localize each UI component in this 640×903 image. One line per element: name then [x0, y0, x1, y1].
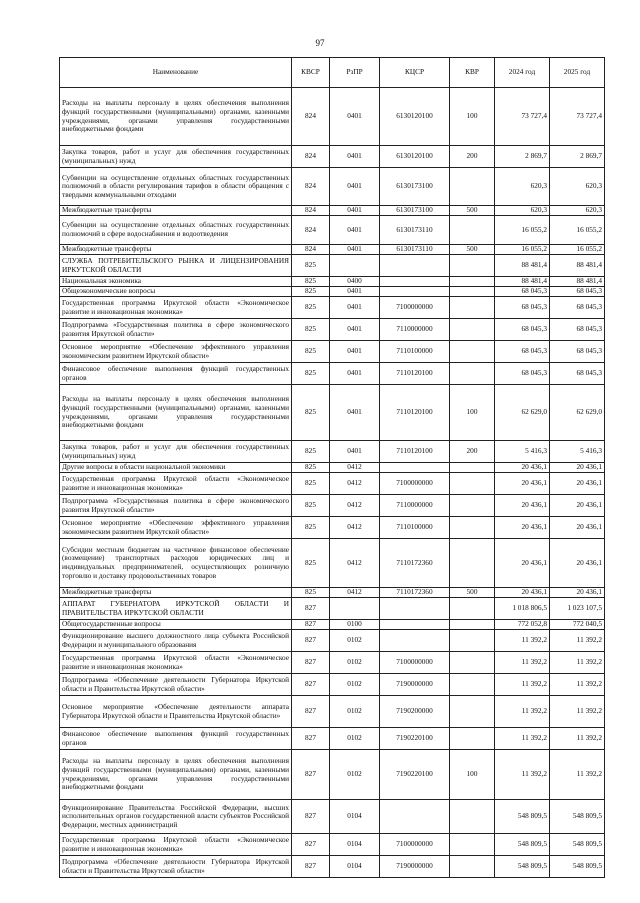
cell-kcsr [380, 287, 450, 297]
table-row [60, 495, 605, 517]
table-row [60, 473, 605, 495]
cell-name: Общегосударственные вопросы [60, 620, 292, 630]
cell-rzpr: 0401 [330, 88, 380, 146]
cell-rzpr: 0401 [330, 441, 380, 463]
table-row [60, 363, 605, 385]
cell-kcsr [380, 463, 450, 473]
cell-y2025: 20 436,1 [550, 495, 605, 517]
cell-rzpr: 0412 [330, 517, 380, 539]
cell-y2024: 16 055,2 [495, 245, 550, 255]
cell-rzpr: 0104 [330, 856, 380, 878]
cell-kvr [450, 463, 495, 473]
table-row [60, 856, 605, 878]
cell-kvsr: 825 [292, 517, 330, 539]
cell-name: Общеэкономические вопросы [60, 287, 292, 297]
cell-y2024: 5 416,3 [495, 441, 550, 463]
cell-y2025: 5 416,3 [550, 441, 605, 463]
cell-y2024: 548 809,5 [495, 856, 550, 878]
cell-rzpr: 0401 [330, 319, 380, 341]
cell-y2024: 20 436,1 [495, 495, 550, 517]
table-row [60, 216, 605, 245]
cell-kvsr: 827 [292, 856, 330, 878]
cell-kvr [450, 856, 495, 878]
cell-name: Другие вопросы в области национальной экономики [60, 463, 292, 473]
cell-y2024: 548 809,5 [495, 800, 550, 834]
cell-y2025: 68 045,3 [550, 319, 605, 341]
cell-kvsr: 827 [292, 652, 330, 674]
cell-kcsr: 7110000000 [380, 319, 450, 341]
cell-y2024: 68 045,3 [495, 341, 550, 363]
cell-kvr: 200 [450, 441, 495, 463]
cell-kcsr [380, 598, 450, 620]
cell-kvsr: 827 [292, 800, 330, 834]
cell-kvr [450, 287, 495, 297]
cell-kcsr: 6130173110 [380, 216, 450, 245]
cell-y2024: 620,3 [495, 206, 550, 216]
cell-rzpr: 0104 [330, 834, 380, 856]
table-row [60, 277, 605, 287]
cell-name: Национальная экономика [60, 277, 292, 287]
cell-y2025: 548 809,5 [550, 856, 605, 878]
cell-y2025: 2 869,7 [550, 146, 605, 168]
cell-name: Основное мероприятие «Обеспечение эффективного управления экономическим развитием Иркутской области» [60, 517, 292, 539]
cell-y2025: 11 392,2 [550, 630, 605, 652]
header-2025: 2025 год [550, 58, 605, 88]
cell-kvr [450, 495, 495, 517]
cell-kcsr: 7110100000 [380, 341, 450, 363]
budget-table [59, 57, 605, 878]
cell-rzpr: 0401 [330, 287, 380, 297]
cell-y2025: 11 392,2 [550, 696, 605, 728]
cell-kcsr: 6130173100 [380, 168, 450, 206]
cell-rzpr: 0401 [330, 297, 380, 319]
table-row [60, 341, 605, 363]
cell-y2025: 68 045,3 [550, 363, 605, 385]
cell-y2024: 11 392,2 [495, 750, 550, 800]
cell-kvsr: 824 [292, 146, 330, 168]
cell-kcsr: 7190000000 [380, 856, 450, 878]
cell-kvsr: 827 [292, 630, 330, 652]
cell-kvsr: 825 [292, 363, 330, 385]
cell-y2025: 11 392,2 [550, 674, 605, 696]
cell-kvsr: 825 [292, 441, 330, 463]
cell-kvr [450, 341, 495, 363]
cell-kvsr: 824 [292, 88, 330, 146]
cell-kvr [450, 168, 495, 206]
cell-name: Межбюджетные трансферты [60, 206, 292, 216]
cell-name: Подпрограмма «Обеспечение деятельности Губернатора Иркутской области и Правительства Иркутской области» [60, 856, 292, 878]
cell-rzpr: 0104 [330, 800, 380, 834]
cell-name: Субсидии местным бюджетам на частичное финансовое обеспечение (возмещение) транспортных расходов юридических лиц и индивидуальных предпринимателей, осуществляющих розничную торговлю и доставку продовольственных товаров [60, 539, 292, 588]
cell-rzpr: 0401 [330, 146, 380, 168]
cell-y2025: 620,3 [550, 168, 605, 206]
cell-kcsr: 7110000000 [380, 495, 450, 517]
cell-kcsr: 7190200000 [380, 696, 450, 728]
cell-rzpr: 0401 [330, 206, 380, 216]
header-rzpr: РзПР [330, 58, 380, 88]
cell-kcsr [380, 255, 450, 277]
cell-y2025: 68 045,3 [550, 287, 605, 297]
table-row [60, 245, 605, 255]
cell-y2024: 20 436,1 [495, 517, 550, 539]
cell-y2025: 548 809,5 [550, 800, 605, 834]
cell-kvr [450, 834, 495, 856]
cell-kvr [450, 620, 495, 630]
cell-kvsr: 827 [292, 696, 330, 728]
cell-kvsr: 824 [292, 245, 330, 255]
cell-kcsr: 7110120100 [380, 441, 450, 463]
cell-kvsr: 825 [292, 297, 330, 319]
cell-y2025: 11 392,2 [550, 750, 605, 800]
table-row [60, 652, 605, 674]
cell-kcsr: 6130173110 [380, 245, 450, 255]
cell-name: Финансовое обеспечение выполнения функций государственных органов [60, 728, 292, 750]
table-row [60, 539, 605, 588]
cell-kvsr: 824 [292, 206, 330, 216]
cell-y2024: 11 392,2 [495, 674, 550, 696]
cell-name: Субвенции на осуществление отдельных областных государственных полномочий в области регулирования тарифов в области обращения с твердыми коммунальными отходами [60, 168, 292, 206]
cell-kcsr [380, 800, 450, 834]
cell-y2025: 16 055,2 [550, 216, 605, 245]
cell-kvsr: 824 [292, 216, 330, 245]
cell-rzpr: 0412 [330, 463, 380, 473]
cell-rzpr: 0412 [330, 473, 380, 495]
cell-kvr [450, 696, 495, 728]
cell-kcsr: 7100000000 [380, 652, 450, 674]
table-row [60, 441, 605, 463]
table-row [60, 385, 605, 441]
cell-kvr: 100 [450, 750, 495, 800]
header-kvr: КВР [450, 58, 495, 88]
cell-rzpr: 0401 [330, 245, 380, 255]
cell-y2024: 11 392,2 [495, 630, 550, 652]
cell-kvr [450, 319, 495, 341]
header-2024: 2024 год [495, 58, 550, 88]
cell-y2024: 68 045,3 [495, 297, 550, 319]
table-row [60, 463, 605, 473]
table-row [60, 620, 605, 630]
cell-y2025: 73 727,4 [550, 88, 605, 146]
table-row [60, 297, 605, 319]
cell-kvr [450, 630, 495, 652]
cell-kcsr [380, 277, 450, 287]
cell-y2024: 68 045,3 [495, 363, 550, 385]
cell-kcsr: 7100000000 [380, 473, 450, 495]
cell-y2025: 772 040,5 [550, 620, 605, 630]
cell-rzpr: 0412 [330, 495, 380, 517]
cell-kvr [450, 255, 495, 277]
cell-y2025: 68 045,3 [550, 297, 605, 319]
cell-kcsr: 7110172360 [380, 588, 450, 598]
cell-kvsr: 825 [292, 255, 330, 277]
cell-y2024: 2 869,7 [495, 146, 550, 168]
table-row [60, 630, 605, 652]
cell-y2025: 1 023 107,5 [550, 598, 605, 620]
table-row [60, 674, 605, 696]
cell-name: Подпрограмма «Государственная политика в сфере экономического развития Иркутской области» [60, 319, 292, 341]
cell-kcsr: 6130120100 [380, 88, 450, 146]
cell-kvsr: 825 [292, 463, 330, 473]
table-row [60, 834, 605, 856]
cell-kvsr: 827 [292, 750, 330, 800]
cell-y2024: 73 727,4 [495, 88, 550, 146]
cell-y2024: 20 436,1 [495, 588, 550, 598]
cell-kvsr: 827 [292, 598, 330, 620]
cell-y2025: 20 436,1 [550, 588, 605, 598]
cell-kcsr: 7100000000 [380, 834, 450, 856]
cell-rzpr: 0100 [330, 620, 380, 630]
cell-kvsr: 827 [292, 674, 330, 696]
cell-kvr [450, 216, 495, 245]
cell-name: Закупка товаров, работ и услуг для обеспечения государственных (муниципальных) нужд [60, 441, 292, 463]
cell-kvr [450, 517, 495, 539]
cell-rzpr: 0102 [330, 728, 380, 750]
cell-kvr [450, 800, 495, 834]
cell-y2024: 88 481,4 [495, 277, 550, 287]
table-row [60, 168, 605, 206]
cell-kvr [450, 473, 495, 495]
cell-name: Закупка товаров, работ и услуг для обеспечения государственных (муниципальных) нужд [60, 146, 292, 168]
cell-name: Функционирование высшего должностного лица субъекта Российской Федерации и муниципального образования [60, 630, 292, 652]
cell-name: Государственная программа Иркутской области «Экономическое развитие и инновационная экономика» [60, 834, 292, 856]
cell-y2024: 16 055,2 [495, 216, 550, 245]
cell-name: Государственная программа Иркутской области «Экономическое развитие и инновационная экономика» [60, 473, 292, 495]
cell-y2024: 11 392,2 [495, 728, 550, 750]
cell-kvr [450, 598, 495, 620]
cell-kvr [450, 363, 495, 385]
cell-y2025: 20 436,1 [550, 517, 605, 539]
cell-kvsr: 825 [292, 539, 330, 588]
header-name: Наименование [60, 58, 292, 88]
cell-kvsr: 825 [292, 287, 330, 297]
cell-kcsr [380, 620, 450, 630]
cell-y2024: 20 436,1 [495, 539, 550, 588]
cell-kvr [450, 728, 495, 750]
cell-kvsr: 824 [292, 168, 330, 206]
cell-y2025: 88 481,4 [550, 277, 605, 287]
cell-kcsr: 7190220100 [380, 750, 450, 800]
cell-name: Функционирование Правительства Российской Федерации, высших исполнительных органов государственной власти субъектов Российской Федерации, местных администраций [60, 800, 292, 834]
cell-rzpr: 0412 [330, 539, 380, 588]
cell-kvsr: 827 [292, 728, 330, 750]
cell-y2024: 548 809,5 [495, 834, 550, 856]
cell-kvsr: 825 [292, 277, 330, 287]
cell-kcsr: 7190220100 [380, 728, 450, 750]
cell-name: Подпрограмма «Обеспечение деятельности Губернатора Иркутской области и Правительства Иркутской области» [60, 674, 292, 696]
cell-kvr: 500 [450, 588, 495, 598]
cell-kvsr: 825 [292, 341, 330, 363]
cell-rzpr: 0401 [330, 168, 380, 206]
page-number: 97 [315, 38, 325, 48]
cell-y2024: 772 052,8 [495, 620, 550, 630]
cell-kcsr: 7110120100 [380, 385, 450, 441]
cell-name: Субвенции на осуществление отдельных областных государственных полномочий в сфере водоснабжения и водоотведения [60, 216, 292, 245]
table-row [60, 728, 605, 750]
cell-name: Расходы на выплаты персоналу в целях обеспечения выполнения функций государственными (муниципальными) органами, казенными учреждениями, органами управления государственными внебюджетными фондами [60, 88, 292, 146]
cell-kvsr: 827 [292, 620, 330, 630]
cell-y2025: 11 392,2 [550, 652, 605, 674]
cell-y2025: 20 436,1 [550, 473, 605, 495]
cell-name: Основное мероприятие «Обеспечение деятельности аппарата Губернатора Иркутской области и Правительства Иркутской области» [60, 696, 292, 728]
table-row [60, 146, 605, 168]
cell-rzpr: 0102 [330, 652, 380, 674]
cell-rzpr: 0412 [330, 588, 380, 598]
cell-rzpr: 0401 [330, 216, 380, 245]
cell-y2025: 62 629,0 [550, 385, 605, 441]
cell-y2025: 548 809,5 [550, 834, 605, 856]
table-header-row [60, 58, 605, 88]
cell-rzpr: 0102 [330, 674, 380, 696]
cell-name: Расходы на выплаты персоналу в целях обеспечения выполнения функций государственными (муниципальными) органами, казенными учреждениями, органами управления государственными внебюджетными фондами [60, 385, 292, 441]
cell-name: Государственная программа Иркутской области «Экономическое развитие и инновационная экономика» [60, 297, 292, 319]
cell-rzpr [330, 598, 380, 620]
cell-y2025: 620,3 [550, 206, 605, 216]
cell-kcsr [380, 630, 450, 652]
cell-y2025: 16 055,2 [550, 245, 605, 255]
table-row [60, 598, 605, 620]
table-row [60, 255, 605, 277]
cell-kvsr: 825 [292, 588, 330, 598]
cell-y2024: 68 045,3 [495, 287, 550, 297]
cell-rzpr: 0102 [330, 630, 380, 652]
cell-y2024: 20 436,1 [495, 473, 550, 495]
cell-name: Государственная программа Иркутской области «Экономическое развитие и инновационная экономика» [60, 652, 292, 674]
cell-y2024: 68 045,3 [495, 319, 550, 341]
cell-kvr [450, 652, 495, 674]
table-row [60, 206, 605, 216]
table-row [60, 750, 605, 800]
cell-kvsr: 825 [292, 495, 330, 517]
cell-y2024: 20 436,1 [495, 463, 550, 473]
cell-kvr [450, 297, 495, 319]
cell-kcsr: 7110100000 [380, 517, 450, 539]
table-row [60, 696, 605, 728]
cell-rzpr: 0401 [330, 341, 380, 363]
cell-kvr: 500 [450, 245, 495, 255]
cell-y2024: 1 018 806,5 [495, 598, 550, 620]
table-row [60, 800, 605, 834]
cell-rzpr: 0102 [330, 750, 380, 800]
cell-kvr: 200 [450, 146, 495, 168]
cell-kcsr: 6130173100 [380, 206, 450, 216]
header-kvsr: КВСР [292, 58, 330, 88]
cell-kvr: 100 [450, 385, 495, 441]
header-kcsr: КЦСР [380, 58, 450, 88]
cell-y2024: 88 481,4 [495, 255, 550, 277]
cell-kvr: 100 [450, 88, 495, 146]
table-row [60, 88, 605, 146]
cell-y2024: 62 629,0 [495, 385, 550, 441]
cell-rzpr [330, 255, 380, 277]
table-row [60, 588, 605, 598]
cell-kvsr: 825 [292, 385, 330, 441]
cell-y2025: 88 481,4 [550, 255, 605, 277]
cell-kcsr: 7190000000 [380, 674, 450, 696]
cell-rzpr: 0102 [330, 696, 380, 728]
cell-y2024: 11 392,2 [495, 696, 550, 728]
cell-kvr [450, 539, 495, 588]
cell-name: Основное мероприятие «Обеспечение эффективного управления экономическим развитием Иркутской области» [60, 341, 292, 363]
cell-kvr: 500 [450, 206, 495, 216]
cell-y2024: 11 392,2 [495, 652, 550, 674]
cell-kvsr: 825 [292, 473, 330, 495]
cell-y2024: 620,3 [495, 168, 550, 206]
cell-name: Финансовое обеспечение выполнения функций государственных органов [60, 363, 292, 385]
cell-kcsr: 7100000000 [380, 297, 450, 319]
table-row [60, 517, 605, 539]
cell-kcsr: 6130120100 [380, 146, 450, 168]
cell-name: СЛУЖБА ПОТРЕБИТЕЛЬСКОГО РЫНКА И ЛИЦЕНЗИРОВАНИЯ ИРКУТСКОЙ ОБЛАСТИ [60, 255, 292, 277]
cell-y2025: 11 392,2 [550, 728, 605, 750]
cell-name: Подпрограмма «Государственная политика в сфере экономического развития Иркутской области» [60, 495, 292, 517]
cell-kcsr: 7110120100 [380, 363, 450, 385]
cell-rzpr: 0400 [330, 277, 380, 287]
cell-y2025: 68 045,3 [550, 341, 605, 363]
cell-y2025: 20 436,1 [550, 463, 605, 473]
table-row [60, 287, 605, 297]
cell-rzpr: 0401 [330, 385, 380, 441]
cell-kvr [450, 674, 495, 696]
cell-name: Межбюджетные трансферты [60, 245, 292, 255]
table-row [60, 319, 605, 341]
cell-rzpr: 0401 [330, 363, 380, 385]
cell-kcsr: 7110172360 [380, 539, 450, 588]
cell-kvsr: 825 [292, 319, 330, 341]
cell-y2025: 20 436,1 [550, 539, 605, 588]
cell-kvr [450, 277, 495, 287]
cell-name: Расходы на выплаты персоналу в целях обеспечения выполнения функций государственными (муниципальными) органами, казенными учреждениями, органами управления государственными внебюджетными фондами [60, 750, 292, 800]
cell-kvsr: 827 [292, 834, 330, 856]
cell-name: АППАРАТ ГУБЕРНАТОРА ИРКУТСКОЙ ОБЛАСТИ И ПРАВИТЕЛЬСТВА ИРКУТСКОЙ ОБЛАСТИ [60, 598, 292, 620]
cell-name: Межбюджетные трансферты [60, 588, 292, 598]
